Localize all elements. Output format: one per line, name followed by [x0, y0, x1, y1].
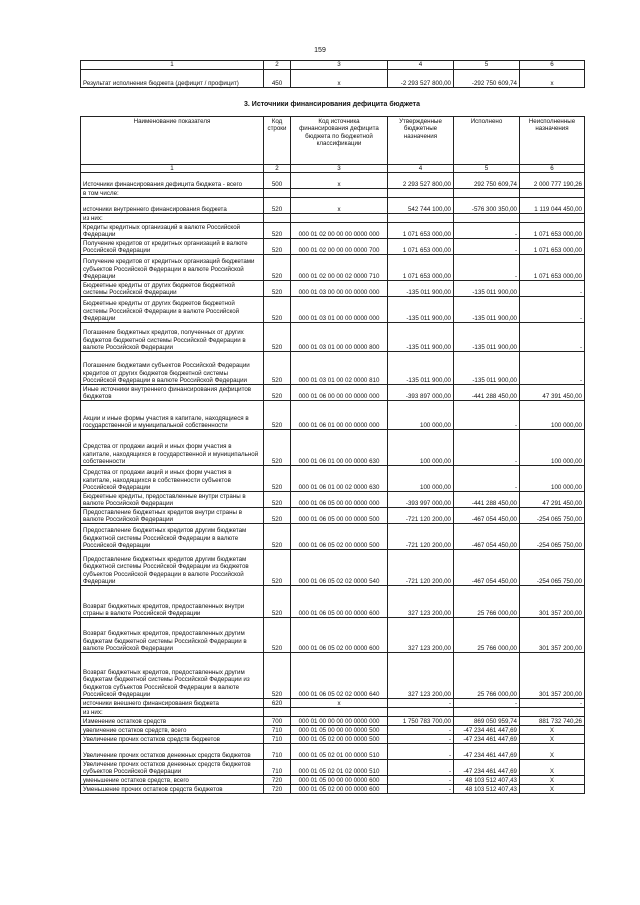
row-unexecuted: - — [520, 297, 585, 323]
row-approved: 100 000,00 — [388, 430, 454, 466]
row-executed: - — [454, 466, 520, 492]
row-name: из них: — [81, 214, 264, 223]
col-number: 6 — [520, 165, 585, 173]
row-unexecuted: 1 119 044 450,00 — [520, 198, 585, 214]
row-kbk: 000 01 02 00 00 00 0000 000 — [291, 223, 388, 239]
row-executed: -441 288 450,00 — [454, 385, 520, 401]
row-code: 520 — [264, 281, 291, 297]
row-approved: -721 120 200,00 — [388, 550, 454, 586]
financing-sources-table — [80, 116, 585, 794]
table-row — [81, 255, 585, 281]
row-unexecuted: X — [520, 785, 585, 794]
row-executed: 292 750 609,74 — [454, 173, 520, 189]
row-approved: -393 997 000,00 — [388, 492, 454, 508]
table-row — [81, 281, 585, 297]
table-row — [81, 239, 585, 255]
row-executed: -135 011 900,00 — [454, 323, 520, 352]
table-row — [81, 223, 585, 239]
row-kbk: 000 01 06 01 00 00 0000 630 — [291, 430, 388, 466]
row-name: Средства от продажи акций и иных форм участия в капитале, находящихся в собственности субъектов Российской Федерации — [81, 466, 264, 492]
row-code: 710 — [264, 744, 291, 760]
col-number: 6 — [520, 61, 585, 70]
row-unexecuted: 2 000 777 190,26 — [520, 173, 585, 189]
table-row — [81, 198, 585, 214]
row-kbk — [291, 189, 388, 198]
row-unexecuted: 100 000,00 — [520, 466, 585, 492]
row-code: 520 — [264, 297, 291, 323]
row-kbk: 000 01 06 05 00 00 0000 600 — [291, 586, 388, 618]
col-number: 1 — [81, 165, 264, 173]
row-name: из них: — [81, 708, 264, 717]
col-number: 2 — [264, 61, 291, 70]
row-kbk: 000 01 05 00 00 00 0000 600 — [291, 776, 388, 785]
row-unexecuted — [520, 189, 585, 198]
row-name: Средства от продажи акций и иных форм участия в капитале, находящихся в государственной и муниципальной собственности — [81, 430, 264, 466]
row-kbk: 000 01 06 01 00 00 0000 000 — [291, 401, 388, 430]
row-unexecuted — [520, 214, 585, 223]
col-number: 5 — [454, 165, 520, 173]
table-row — [81, 760, 585, 776]
row-unexecuted: X — [520, 776, 585, 785]
row-unexecuted: 1 071 653 000,00 — [520, 223, 585, 239]
row-kbk: 000 01 05 02 00 00 0000 500 — [291, 735, 388, 744]
table-row — [81, 466, 585, 492]
row-executed: -441 288 450,00 — [454, 492, 520, 508]
row-code: 720 — [264, 776, 291, 785]
row-approved: - — [388, 785, 454, 794]
row-name: Бюджетные кредиты от других бюджетов бюджетной системы Российской Федерации — [81, 281, 264, 297]
row-kbk: 000 01 06 05 02 00 0000 600 — [291, 618, 388, 653]
table-row — [81, 323, 585, 352]
header-kbk: Код источника финансирования дефицита бюджета по бюджетной классификации — [291, 117, 388, 165]
result-approved: -2 293 527 800,00 — [388, 70, 454, 88]
row-name: Уменьшение прочих остатков средств бюджетов — [81, 785, 264, 794]
row-executed: -135 011 900,00 — [454, 297, 520, 323]
col-number: 2 — [264, 165, 291, 173]
row-executed: - — [454, 255, 520, 281]
row-name: Возврат бюджетных кредитов, предоставленных внутри страны в валюте Российской Федерации — [81, 586, 264, 618]
row-approved: - — [388, 776, 454, 785]
row-name: Получение кредитов от кредитных организаций бюджетами субъектов Российской Федерации в валюте Российской Федерации — [81, 255, 264, 281]
col-number: 4 — [388, 61, 454, 70]
row-approved: 100 000,00 — [388, 466, 454, 492]
row-approved: 1 750 783 700,00 — [388, 717, 454, 726]
row-approved: -393 897 000,00 — [388, 385, 454, 401]
row-approved: - — [388, 699, 454, 708]
row-approved: - — [388, 726, 454, 735]
table-row — [81, 618, 585, 653]
row-unexecuted: X — [520, 744, 585, 760]
table-row — [81, 214, 585, 223]
row-code: 620 — [264, 699, 291, 708]
row-executed: -47 234 461 447,69 — [454, 735, 520, 744]
table-row — [81, 297, 585, 323]
row-code: 520 — [264, 586, 291, 618]
row-kbk: 000 01 05 00 00 00 0000 500 — [291, 726, 388, 735]
row-executed: - — [454, 699, 520, 708]
row-approved: 542 744 100,00 — [388, 198, 454, 214]
row-kbk: 000 01 02 00 00 02 0000 710 — [291, 255, 388, 281]
row-unexecuted: - — [520, 323, 585, 352]
row-unexecuted: X — [520, 726, 585, 735]
row-kbk: 000 01 05 02 00 00 0000 600 — [291, 785, 388, 794]
table-row — [81, 508, 585, 524]
row-unexecuted — [520, 708, 585, 717]
row-name: Источники финансирования дефицита бюджета - всего — [81, 173, 264, 189]
row-approved: 2 293 527 800,00 — [388, 173, 454, 189]
row-name: Получение кредитов от кредитных организаций в валюте Российской Федерации — [81, 239, 264, 255]
row-executed: -135 011 900,00 — [454, 352, 520, 385]
table-row — [81, 586, 585, 618]
row-unexecuted: - — [520, 352, 585, 385]
section-title: 3. Источники финансирования дефицита бюджета — [244, 101, 420, 108]
row-code: 710 — [264, 760, 291, 776]
row-code: 520 — [264, 198, 291, 214]
row-name: Бюджетные кредиты, предоставленные внутри страны в валюте Российской Федерации — [81, 492, 264, 508]
row-code — [264, 214, 291, 223]
row-kbk: 000 01 06 01 00 02 0000 630 — [291, 466, 388, 492]
row-approved: -721 120 200,00 — [388, 524, 454, 550]
header-executed: Исполнено — [454, 117, 520, 165]
row-kbk: 000 01 03 00 00 00 0000 000 — [291, 281, 388, 297]
table-row — [81, 492, 585, 508]
row-kbk — [291, 214, 388, 223]
row-executed: -467 054 450,00 — [454, 508, 520, 524]
row-kbk: 000 01 05 02 01 00 0000 510 — [291, 744, 388, 760]
row-name: Увеличение прочих остатков денежных средств бюджетов субъектов Российской Федерации — [81, 760, 264, 776]
row-executed — [454, 708, 520, 717]
row-executed: 25 766 000,00 — [454, 618, 520, 653]
col-number: 5 — [454, 61, 520, 70]
table-row — [81, 524, 585, 550]
row-approved: 100 000,00 — [388, 401, 454, 430]
table-row — [81, 385, 585, 401]
row-name: Предоставление бюджетных кредитов другим бюджетам бюджетной системы Российской Федерации из бюджетов субъектов Российской Федерации в валюте Российской Федерации — [81, 550, 264, 586]
row-code: 520 — [264, 430, 291, 466]
row-kbk: x — [291, 699, 388, 708]
row-name: Погашение бюджетных кредитов, полученных от других бюджетов бюджетной системы Российской Федерации в валюте Российской Федерации — [81, 323, 264, 352]
page-number: 159 — [314, 47, 326, 54]
row-executed: 48 103 512 407,43 — [454, 785, 520, 794]
header-name: Наименование показателя — [81, 117, 264, 165]
row-unexecuted: 881 732 740,26 — [520, 717, 585, 726]
row-unexecuted: 100 000,00 — [520, 401, 585, 430]
table-row — [81, 352, 585, 385]
row-code: 520 — [264, 401, 291, 430]
row-approved: -135 011 900,00 — [388, 323, 454, 352]
result-kbk: x — [291, 70, 388, 88]
row-kbk — [291, 708, 388, 717]
row-unexecuted: 100 000,00 — [520, 430, 585, 466]
row-unexecuted: - — [520, 281, 585, 297]
table-row — [81, 726, 585, 735]
row-unexecuted: 301 357 200,00 — [520, 653, 585, 699]
header-code: Код строки — [264, 117, 291, 165]
table-row — [81, 735, 585, 744]
table-row — [81, 785, 585, 794]
row-approved — [388, 214, 454, 223]
table-row — [81, 717, 585, 726]
result-table — [80, 60, 585, 88]
result-unexecuted: x — [520, 70, 585, 88]
row-approved: 1 071 653 000,00 — [388, 223, 454, 239]
row-name: Увеличение прочих остатков средств бюджетов — [81, 735, 264, 744]
row-name: источники внутреннего финансирования бюджета — [81, 198, 264, 214]
row-kbk: 000 01 00 00 00 00 0000 000 — [291, 717, 388, 726]
row-code: 520 — [264, 492, 291, 508]
row-name: Предоставление бюджетных кредитов другим бюджетам бюджетной системы Российской Федерации в валюте Российской Федерации — [81, 524, 264, 550]
row-kbk: 000 01 06 00 00 00 0000 000 — [291, 385, 388, 401]
row-code: 700 — [264, 717, 291, 726]
row-approved: -135 011 900,00 — [388, 352, 454, 385]
row-kbk: 000 01 06 05 00 00 0000 000 — [291, 492, 388, 508]
result-code: 450 — [264, 70, 291, 88]
table-body — [81, 173, 585, 794]
row-code: 520 — [264, 385, 291, 401]
row-code — [264, 189, 291, 198]
table-row — [81, 550, 585, 586]
row-unexecuted: 301 357 200,00 — [520, 618, 585, 653]
row-approved: 1 071 653 000,00 — [388, 239, 454, 255]
row-name: Иные источники внутреннего финансирования дефицитов бюджетов — [81, 385, 264, 401]
row-kbk: x — [291, 198, 388, 214]
row-approved: -135 011 900,00 — [388, 281, 454, 297]
row-executed: -135 011 900,00 — [454, 281, 520, 297]
row-code: 720 — [264, 785, 291, 794]
row-executed: - — [454, 239, 520, 255]
row-name: увеличение остатков средств, всего — [81, 726, 264, 735]
table-row — [81, 401, 585, 430]
row-executed: - — [454, 430, 520, 466]
row-unexecuted: 47 391 450,00 — [520, 385, 585, 401]
row-code: 520 — [264, 550, 291, 586]
row-approved: - — [388, 760, 454, 776]
row-unexecuted: -254 065 750,00 — [520, 550, 585, 586]
table-row — [81, 744, 585, 760]
row-code: 520 — [264, 255, 291, 281]
row-name: Погашение бюджетами субъектов Российской Федерации кредитов от других бюджетов бюджетной системы Российской Федерации в валюте Российской Федерации — [81, 352, 264, 385]
row-approved — [388, 708, 454, 717]
row-executed: -467 054 450,00 — [454, 524, 520, 550]
row-unexecuted: -254 065 750,00 — [520, 508, 585, 524]
row-unexecuted: X — [520, 735, 585, 744]
row-name: уменьшение остатков средств, всего — [81, 776, 264, 785]
header-row — [81, 117, 585, 165]
row-kbk: 000 01 06 05 00 00 0000 500 — [291, 508, 388, 524]
row-kbk: 000 01 05 02 01 02 0000 510 — [291, 760, 388, 776]
row-name: источники внешнего финансирования бюджета — [81, 699, 264, 708]
row-approved — [388, 189, 454, 198]
col-number: 1 — [81, 61, 264, 70]
row-approved: -135 011 900,00 — [388, 297, 454, 323]
result-row — [81, 70, 585, 88]
row-code: 520 — [264, 323, 291, 352]
table-row — [81, 653, 585, 699]
row-executed — [454, 214, 520, 223]
row-executed: -47 234 461 447,69 — [454, 726, 520, 735]
row-name: Изменение остатков средств — [81, 717, 264, 726]
row-executed: 48 103 512 407,43 — [454, 776, 520, 785]
header-approved: Утвержденные бюджетные назначения — [388, 117, 454, 165]
row-executed: - — [454, 223, 520, 239]
row-code: 520 — [264, 239, 291, 255]
row-name: Увеличение прочих остатков денежных средств бюджетов — [81, 744, 264, 760]
table-row — [81, 430, 585, 466]
row-unexecuted: -254 065 750,00 — [520, 524, 585, 550]
row-kbk: 000 01 06 05 02 00 0000 500 — [291, 524, 388, 550]
row-code: 520 — [264, 466, 291, 492]
row-name: Акции и иные формы участия в капитале, находящиеся в государственной и муниципальной собственности — [81, 401, 264, 430]
row-approved: 327 123 200,00 — [388, 618, 454, 653]
row-approved: 327 123 200,00 — [388, 653, 454, 699]
row-kbk: 000 01 03 01 00 02 0000 810 — [291, 352, 388, 385]
result-name: Результат исполнения бюджета (дефицит / профицит) — [81, 70, 264, 88]
row-code: 520 — [264, 618, 291, 653]
result-executed: -292 750 609,74 — [454, 70, 520, 88]
row-code: 520 — [264, 352, 291, 385]
column-number-row — [81, 61, 585, 70]
column-number-row — [81, 165, 585, 173]
col-number: 3 — [291, 165, 388, 173]
row-unexecuted: 1 071 653 000,00 — [520, 239, 585, 255]
row-code: 500 — [264, 173, 291, 189]
row-executed: - — [454, 401, 520, 430]
row-code — [264, 708, 291, 717]
row-unexecuted: 1 071 653 000,00 — [520, 255, 585, 281]
row-unexecuted: - — [520, 699, 585, 708]
row-name: Возврат бюджетных кредитов, предоставленных другим бюджетам бюджетной системы Российской Федерации в валюте Российской Федерации — [81, 618, 264, 653]
row-unexecuted: 301 357 200,00 — [520, 586, 585, 618]
row-kbk: 000 01 03 01 00 00 0000 000 — [291, 297, 388, 323]
row-executed: 25 766 000,00 — [454, 586, 520, 618]
row-code: 520 — [264, 524, 291, 550]
row-code: 520 — [264, 223, 291, 239]
row-kbk: 000 01 06 05 02 02 0000 640 — [291, 653, 388, 699]
row-name: Кредиты кредитных организаций в валюте Российской Федерации — [81, 223, 264, 239]
table-row — [81, 189, 585, 198]
row-code: 520 — [264, 653, 291, 699]
row-executed: -467 054 450,00 — [454, 550, 520, 586]
table-row — [81, 708, 585, 717]
row-approved: 1 071 653 000,00 — [388, 255, 454, 281]
row-name: в том числе: — [81, 189, 264, 198]
col-number: 3 — [291, 61, 388, 70]
row-executed: -47 234 461 447,69 — [454, 760, 520, 776]
row-executed: -576 300 350,00 — [454, 198, 520, 214]
row-kbk: 000 01 06 05 02 02 0000 540 — [291, 550, 388, 586]
row-executed: -47 234 461 447,69 — [454, 744, 520, 760]
header-unexecuted: Неисполненные назначения — [520, 117, 585, 165]
row-name: Бюджетные кредиты от других бюджетов бюджетной системы Российской Федерации в валюте Российской Федерации — [81, 297, 264, 323]
row-kbk: x — [291, 173, 388, 189]
table-row — [81, 699, 585, 708]
row-name: Предоставление бюджетных кредитов внутри страны в валюте Российской Федерации — [81, 508, 264, 524]
row-code: 520 — [264, 508, 291, 524]
row-kbk: 000 01 03 01 00 00 0000 800 — [291, 323, 388, 352]
row-kbk: 000 01 02 00 00 00 0000 700 — [291, 239, 388, 255]
row-code: 710 — [264, 735, 291, 744]
col-number: 4 — [388, 165, 454, 173]
row-executed — [454, 189, 520, 198]
row-executed: 869 050 959,74 — [454, 717, 520, 726]
row-name: Возврат бюджетных кредитов, предоставленных другим бюджетам бюджетной системы Российской Федерации из бюджетов субъектов Российской Федерации в валюте Российской Федерации — [81, 653, 264, 699]
row-approved: 327 123 200,00 — [388, 586, 454, 618]
table-row — [81, 776, 585, 785]
row-executed: 25 766 000,00 — [454, 653, 520, 699]
row-approved: - — [388, 735, 454, 744]
table-row — [81, 173, 585, 189]
row-approved: -721 120 200,00 — [388, 508, 454, 524]
row-code: 710 — [264, 726, 291, 735]
row-unexecuted: 47 291 450,00 — [520, 492, 585, 508]
row-unexecuted: X — [520, 760, 585, 776]
row-approved: - — [388, 744, 454, 760]
